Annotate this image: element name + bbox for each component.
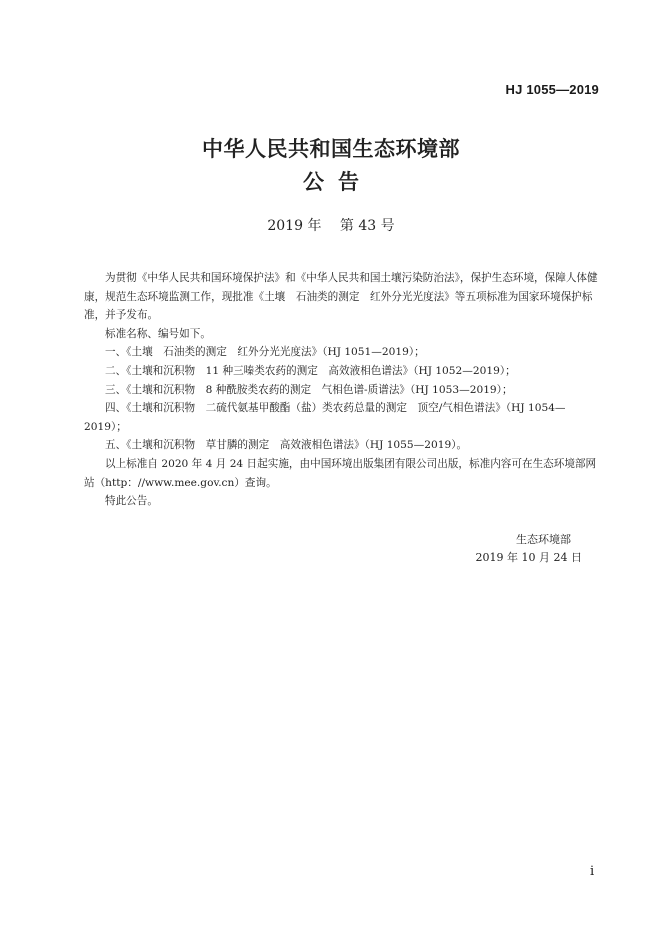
issue-year: 2019 年	[267, 218, 322, 234]
page-subtitle: 公告	[303, 170, 373, 194]
list-item: 三、《土壤和沉积物 8 种酰胺类农药的测定 气相色谱-质谱法》（HJ 1053—2019）；	[105, 383, 513, 396]
body-paragraph-intro: 为贯彻《中华人民共和国环境保护法》和《中华人民共和国土壤污染防治法》，保护生态环境，保障人体健康，规范生态环境监测工作，现批准《土壤 石油类的测定 红外分光光度法》等五项标准为国家环境保护标准，并予发布。	[84, 272, 598, 322]
body-paragraph-effective: 以上标准自 2020 年 4 月 24 日起实施，由中国环境出版集团有限公司出版，标准内容可在生态环境部网站（http：//www.mee.gov.cn）查询。	[84, 457, 597, 489]
issue-line	[0, 215, 662, 235]
page-title: 中华人民共和国生态环境部	[202, 137, 460, 161]
list-item: 四、《土壤和沉积物 二硫代氨基甲酸酯（盐）类农药总量的测定 顶空/气相色谱法》（HJ 1054—2019）；	[84, 402, 566, 433]
list-item: 五、《土壤和沉积物 草甘膦的测定 高效液相色谱法》（HJ 1055—2019）。	[105, 439, 468, 452]
standard-code: HJ 1055—2019	[505, 82, 599, 97]
body-list-intro: 标准名称、编号如下。	[105, 327, 211, 340]
list-item: 一、《土壤 石油类的测定 红外分光光度法》（HJ 1051—2019）；	[105, 346, 425, 359]
signature-org: 生态环境部	[516, 533, 571, 546]
signature-date: 2019 年 10 月 24 日	[475, 551, 582, 564]
list-item: 二、《土壤和沉积物 11 种三嗪类农药的测定 高效液相色谱法》（HJ 1052—2019）；	[105, 364, 516, 377]
body-closing: 特此公告。	[105, 495, 158, 508]
issue-number: 第 43 号	[339, 218, 395, 234]
page-number: i	[590, 864, 595, 879]
announcement-body	[84, 269, 604, 511]
